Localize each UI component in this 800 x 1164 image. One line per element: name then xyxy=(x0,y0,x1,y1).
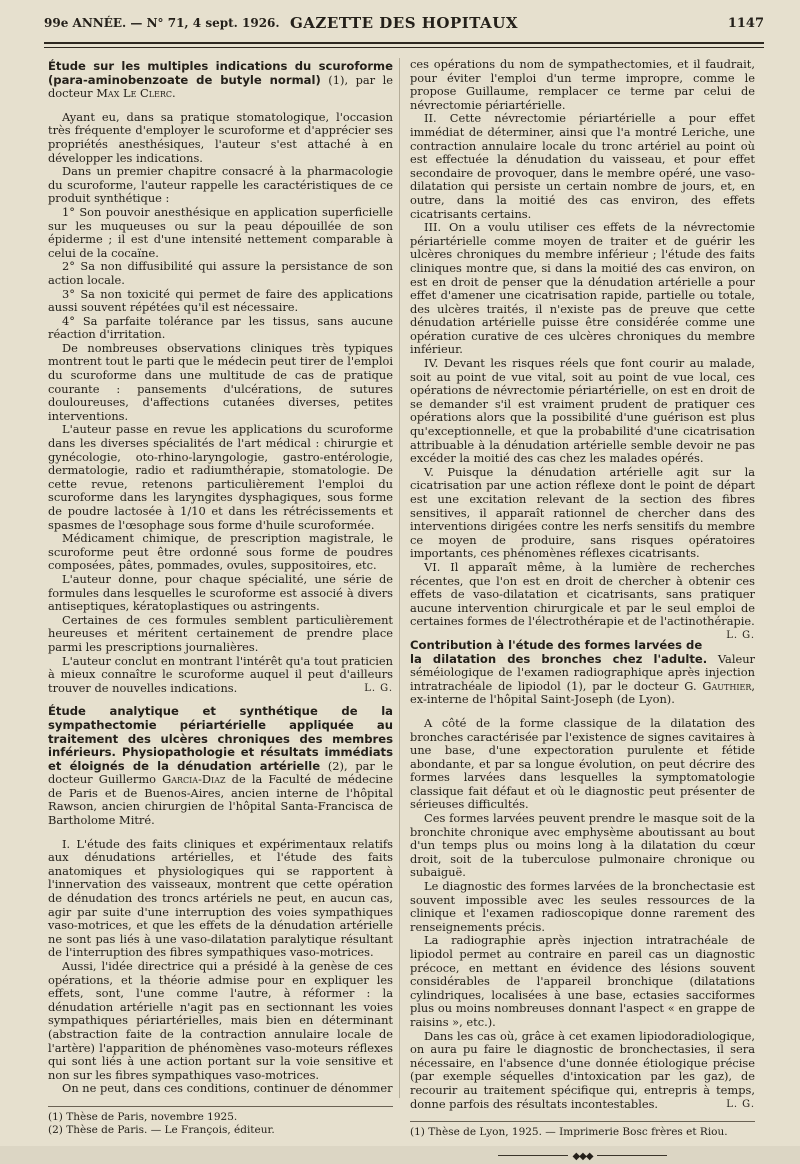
issue-line: 99e ANNÉE. — N° 71, 4 sept. 1926. xyxy=(44,16,280,30)
article-title: Étude sur les multiples indications du scuroforme (para-aminobenzoate de butyle normal) xyxy=(48,59,393,87)
paragraph: Dans un premier chapitre consacré à la pharmacologie du scuroforme, l'auteur rappelle les caractéristiques de ce produit synthétique : xyxy=(48,164,393,206)
paragraph: A côté de la forme classique de la dilatation des bronches caractérisée par l'existence de signes cavitaires à une base, d'une expectoration purulente et fétide abondante, et par sa longue évolution, on peut décrire des formes larvées dans lesquelles la symptomatologie classique fait défaut et où le diagnostic peut présenter de sérieuses difficultés. xyxy=(410,715,755,812)
article-heading-sympathectomie xyxy=(48,705,393,827)
article-title: Contribution à l'étude des formes larvées de la dilatation des bronches chez l'adulte. xyxy=(410,637,708,666)
paragraph xyxy=(410,1030,755,1112)
left-column xyxy=(48,60,393,1137)
paragraph: I. L'étude des faits cliniques et expérimentaux relatifs aux dénudations artérielles, et l'étude des faits anatomiques et physiologiques qui se rapportent à l'innervation des vaisseaux, montrent que cette opération de dénudation des troncs artériels ne peut, en aucun cas, agir par suite d'une interruption des voies sympathiques vaso-motrices, et que les effets de la dénudation artérielle ne sont pas liés à une vaso-dilatation paralytique résultant de l'interruption des fibres sympathiques vaso-motrices. xyxy=(48,836,393,960)
footnote-rule xyxy=(410,1121,755,1122)
journal-title: GAZETTE DES HOPITAUX xyxy=(289,14,518,32)
author-initials: L. G. xyxy=(726,629,755,641)
article-affiliation: , ex-interne de l'hôpital Saint-Joseph (de Lyon). xyxy=(410,678,755,707)
column-divider xyxy=(399,58,400,1098)
paragraph: De nombreuses observations cliniques très typiques montrent tout le parti que le médecin peut tirer de l'emploi du scuroforme dans une multitude de cas de pratique courante : pansements d'ulcérations, de sutures douloureuses, d'affections cutanées diverses, petites interventions. xyxy=(48,340,393,423)
article-byline: (1), par le docteur xyxy=(48,72,394,101)
paragraph: Certaines de ces formules semblent particulièrement heureuses et méritent certainement de prendre place parmi les prescriptions journalières. xyxy=(48,612,393,654)
paragraph: 3° Sa non toxicité qui permet de faire des applications aussi souvent répétées qu'il est nécessaire. xyxy=(48,286,393,315)
footnote: (1) Thèse de Paris, novembre 1925. xyxy=(48,1110,238,1123)
footnote: (1) Thèse de Lyon, 1925. — Imprimerie Bosc frères et Riou. xyxy=(410,1126,728,1139)
article-author: Gauthier xyxy=(702,678,752,693)
paragraph: 1° Son pouvoir anesthésique en application superficielle sur les muqueuses ou sur la peau dépouillée de son épiderme ; il est d'une intensité nettement comparable à celui de la cocaïne. xyxy=(48,204,393,260)
paragraph: Ces formes larvées peuvent prendre le masque soit de la bronchite chronique avec emphysème aboutissant au bout d'un temps plus ou moins long à la dilatation du cœur droit, soit de la tuberculose pulmonaire chronique ou subaiguë. xyxy=(410,811,755,880)
paragraph xyxy=(410,559,755,641)
article-author: Garcia-Diaz xyxy=(162,772,226,787)
paragraph: III. On a voulu utiliser ces effets de la névrectomie périartérielle comme moyen de traiter et de guérir les ulcères chroniques du membre inférieur ; l'étude des faits cliniques montre que, si dans la moitié des cas environ, on est en droit de penser que la dénudation artérielle a pour effet d'amener une cicatrisation rapide, partielle ou totale, des ulcères traités, il n'existe pas de preuve que cette dénudation artérielle puisse être considérée comme une opération curative de ces ulcères chroniques du membre inférieur. xyxy=(410,220,755,357)
article-byline: (2), par le docteur Guillermo xyxy=(48,758,394,787)
page-header xyxy=(44,12,764,38)
header-rule xyxy=(44,42,764,48)
article-affiliation: de la Faculté de médecine de Paris et de Buenos-Aires, ancien interne de l'hôpital Rawson, ancien chirurgien de l'hôpital Santa-Francisca de Bartholome Mitré. xyxy=(48,772,393,828)
right-column xyxy=(410,58,755,1164)
paragraph-text: L'auteur conclut en montrant l'intérêt qu'a tout praticien à mieux connaître le scuroforme auquel il peut d'ailleurs trouver de nouvelles indications. xyxy=(48,653,393,695)
paragraph-text: Dans les cas où, grâce à cet examen lipiodoradiologique, on aura pu faire le diagnostic de bronchectasies, il sera nécessaire, en l'absence d'une donnée étiologique précise (par exemple séquelles d'intoxication par les gaz), de recourir au traitement spécifique qui, entrepris à temps, donne parfois des résultats incontestables. xyxy=(410,1028,755,1111)
paragraph: L'auteur passe en revue les applications du scuroforme dans les diverses spécialités de l'art médical : chirurgie et gynécologie, oto-rhino-laryngologie, gastro-entérologie, dermatologie, radio et radiumthérapie, stomatologie. De cette revue, retenons particulièrement l'emploi du scuroforme dans les laryngites dysphagiques, sous forme de poudre lactosée à 1/10 et dans les rétrécissements et spasmes de l'œsophage sous forme d'huile scuroformée. xyxy=(48,422,393,532)
paragraph-text: VI. Il apparaît même, à la lumière de recherches récentes, que l'on est en droit de chercher à obtenir ces effets de vaso-dilatation et cicatrisants, sans pratiquer aucune intervention chirurgicale et par le seul emploi de certaines formes de l'électrothérapie et de l'actinothérapie. xyxy=(410,559,755,629)
paragraph: V. Puisque la dénudation artérielle agit sur la cicatrisation par une action réflexe dont le point de départ est une excitation relevant de la section des fibres sensitives, il apparaît rationnel de chercher dans des interventions dirigées contre les nerfs sensitifs du membre ce moyen de produire, sans risques opératoires importants, ces phénomènes réflexes cicatrisants. xyxy=(410,464,755,561)
paragraph: Médicament chimique, de prescription magistrale, le scuroforme peut être ordonné sous forme de poudres composées, pâtes, pommades, ovules, suppositoires, etc. xyxy=(48,531,393,573)
paragraph: ces opérations du nom de sympathectomies, et il faudrait, pour éviter l'emploi d'un terme impropre, comme le propose Guillaume, remplacer ce terme par celui de névrectomie périartérielle. xyxy=(410,57,755,112)
footnote-rule xyxy=(48,1106,393,1107)
author-initials: L. G. xyxy=(726,1098,755,1110)
paragraph: La radiographie après injection intratrachéale de lipiodol permet au contraire en pareil cas un diagnostic précoce, en mettant en évidence des lésions souvent considérables de l'appareil bronchique (dilatations cylindriques, localisées à une base, ectasies sacciformes plus ou moins nombreuses donnant l'aspect « en grappe de raisins », etc.). xyxy=(410,933,755,1029)
paragraph: 2° Sa non diffusibilité qui assure la persistance de son action locale. xyxy=(48,259,393,287)
paragraph: Aussi, l'idée directrice qui a présidé à la genèse de ces opérations, et la théorie admise pour en expliquer les effets, sont, l'une comme l'autre, à réformer : la dénudation artérielle n'agit pas en sectionnant les voies sympathiques périartérielles, mais bien en déterminant (abstraction faite de la contraction annulaire locale de l'artère) l'apparition de phénomènes vaso-moteurs réflexes qui sont liés à une action portant sur la voie sensitive et non sur les fibres sympathiques vaso-motrices. xyxy=(48,959,393,1082)
page-number: 1147 xyxy=(727,16,764,31)
article-title: Étude analytique et synthétique de la sympathectomie périartérielle appliquée au traitement des ulcères chroniques des membres inférieurs. Physiopathologie et résultats immédiats et éloignés de la dénudation artérielle xyxy=(48,704,393,773)
paragraph xyxy=(48,655,393,696)
footnote: (2) Thèse de Paris. — Le François, éditeur. xyxy=(48,1123,275,1136)
paragraph: II. Cette névrectomie périartérielle a pour effet immédiat de déterminer, ainsi que l'a montré Leriche, une contraction annulaire locale du tronc artériel au point où est effectuée la dénudation du vaisseau, et pour effet secondaire de provoquer, dans le membre opéré, une vaso-dilatation qui persiste un certain nombre de jours, et, en outre, dans la moitié des cas environ, des effets cicatrisants certains. xyxy=(410,111,755,221)
article-heading-scuroforme xyxy=(48,60,393,101)
author-initials: L. G. xyxy=(364,682,393,694)
article-byline: Valeur séméiologique de l'examen radiographique après injection intratrachéale de lipiodol (1), par le docteur G. xyxy=(410,651,755,693)
paragraph: On ne peut, dans ces conditions, continuer de dénommer xyxy=(62,1081,393,1096)
paragraph: Ayant eu, dans sa pratique stomatologique, l'occasion très fréquente d'employer le scuroforme et d'apprécier ses propriétés anesthésiques, l'auteur s'est attaché à en développer les indications. xyxy=(48,109,393,165)
ornament-divider: ◆◆◆ xyxy=(410,1149,755,1164)
paragraph: IV. Devant les risques réels que font courir au malade, soit au point de vue vital, soit au point de vue local, ces opérations de névrectomie périartérielle, on est en droit de se demander s'il est vraiment prudent de pratiquer ces opérations alors que la possibilité d'une guérison est plus qu'exceptionnelle, et que la probabilité d'une cicatrisation attribuable à la dénudation artérielle semble devoir ne pas excéder la moitié des cas chez les malades opérés. xyxy=(410,356,755,466)
article-author: Max Le Clerc. xyxy=(96,86,176,101)
article-heading-bronches xyxy=(410,639,755,707)
paragraph: 4° Sa parfaite tolérance par les tissus, sans aucune réaction d'irritation. xyxy=(48,313,393,342)
footnotes xyxy=(410,1126,755,1139)
footnotes xyxy=(48,1111,393,1137)
paragraph: Le diagnostic des formes larvées de la bronchectasie est souvent impossible avec les seules ressources de la clinique et l'examen radioscopique donne rarement des renseignements précis. xyxy=(410,879,755,934)
paragraph: L'auteur donne, pour chaque spécialité, une série de formules dans lesquelles le scuroforme est associé à divers antiseptiques, kératoplastiques ou astringents. xyxy=(48,571,393,614)
